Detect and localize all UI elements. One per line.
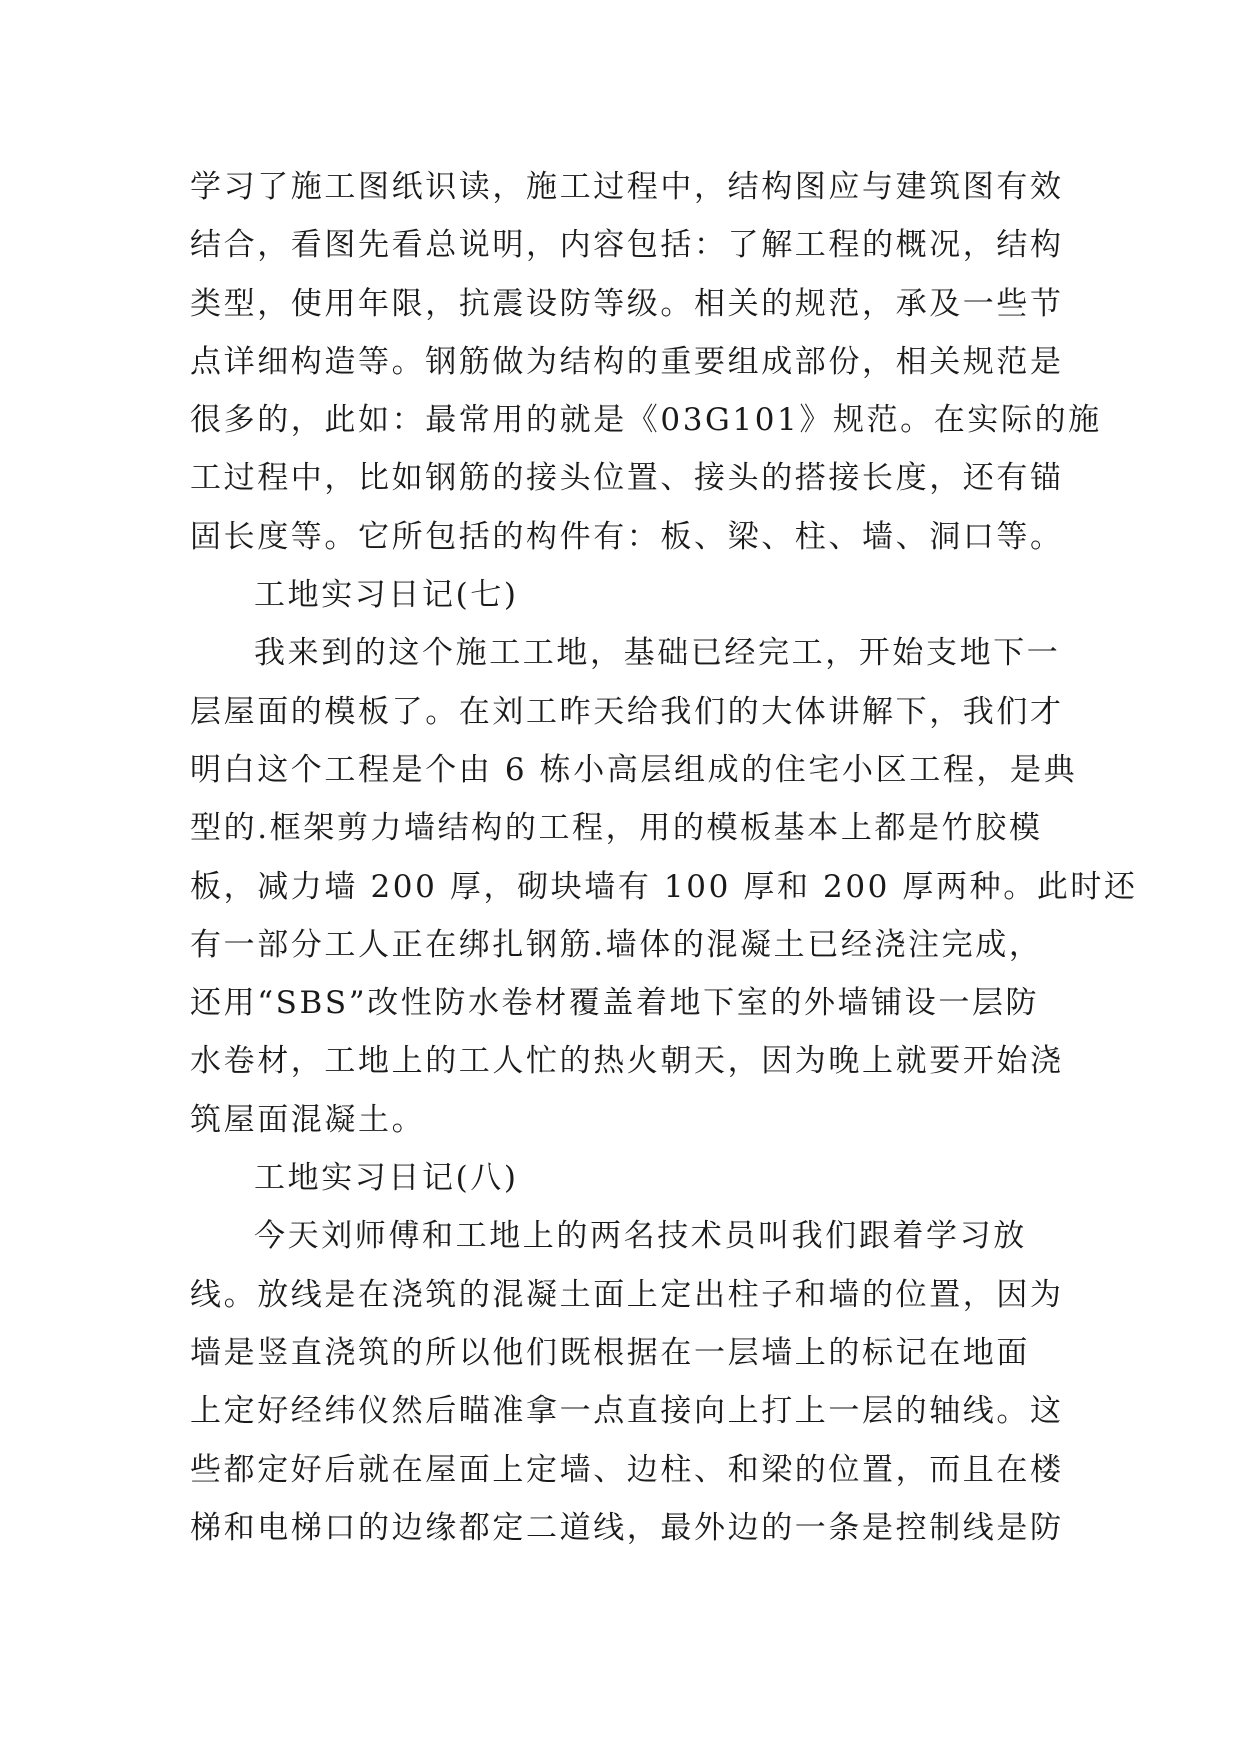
text-line: 点详细构造等。钢筋做为结构的重要组成部份，相关规范是 [190, 343, 1064, 380]
text-line: 类型，使用年限，抗震设防等级。相关的规范，承及一些节 [190, 285, 1064, 322]
text-line: 线。放线是在浇筑的混凝土面上定出柱子和墙的位置，因为 [190, 1276, 1064, 1313]
text-line: 有一部分工人正在绑扎钢筋.墙体的混凝土已经浇注完成， [190, 926, 1043, 963]
text-line: 些都定好后就在屋面上定墙、边柱、和梁的位置，而且在楼 [190, 1451, 1064, 1488]
text-line: 学习了施工图纸识读，施工过程中，结构图应与建筑图有效 [190, 169, 1064, 205]
paragraph-construction-drawings [190, 158, 1102, 566]
text-line: 固长度等。它所包括的构件有：板、梁、柱、墙、洞口等。 [190, 518, 1064, 555]
paragraph-diary-seven [190, 624, 1138, 1149]
text-line: 还用“SBS”改性防水卷材覆盖着地下室的外墙铺设一层防 [190, 985, 1040, 1022]
text-line: 工过程中，比如钢筋的接头位置、接头的搭接长度，还有锚 [190, 460, 1064, 497]
diary-heading-seven: 工地实习日记(七) [254, 577, 519, 614]
text-line: 很多的，此如：最常用的就是《03G101》规范。在实际的施 [190, 402, 1102, 439]
text-line: 我来到的这个施工工地，基础已经完工，开始支地下一 [254, 635, 1061, 672]
text-line: 板，减力墙 200 厚，砌块墙有 100 厚和 200 厚两种。此时还 [190, 868, 1138, 905]
text-line: 梯和电梯口的边缘都定二道线，最外边的一条是控制线是防 [190, 1509, 1064, 1546]
text-line: 上定好经纬仪然后瞄准拿一点直接向上打上一层的轴线。这 [190, 1393, 1064, 1430]
text-line: 明白这个工程是个由 6 栋小高层组成的住宅小区工程，是典 [190, 751, 1078, 788]
text-line: 今天刘师傅和工地上的两名技术员叫我们跟着学习放 [254, 1218, 1027, 1255]
diary-heading-eight: 工地实习日记(八) [254, 1160, 519, 1197]
paragraph-diary-eight [190, 1207, 1072, 1557]
document-body [190, 158, 1138, 1557]
text-line: 层屋面的模板了。在刘工昨天给我们的大体讲解下，我们才 [190, 693, 1064, 730]
text-line: 墙是竖直浇筑的所以他们既根据在一层墙上的标记在地面 [190, 1334, 1030, 1371]
text-line: 型的.框架剪力墙结构的工程，用的模板基本上都是竹胶模 [190, 810, 1043, 847]
text-line: 筑屋面混凝土。 [190, 1101, 426, 1138]
text-line: 水卷材，工地上的工人忙的热火朝天，因为晚上就要开始浇 [190, 1043, 1064, 1080]
text-line: 结合，看图先看总说明，内容包括：了解工程的概况，结构 [190, 227, 1064, 264]
